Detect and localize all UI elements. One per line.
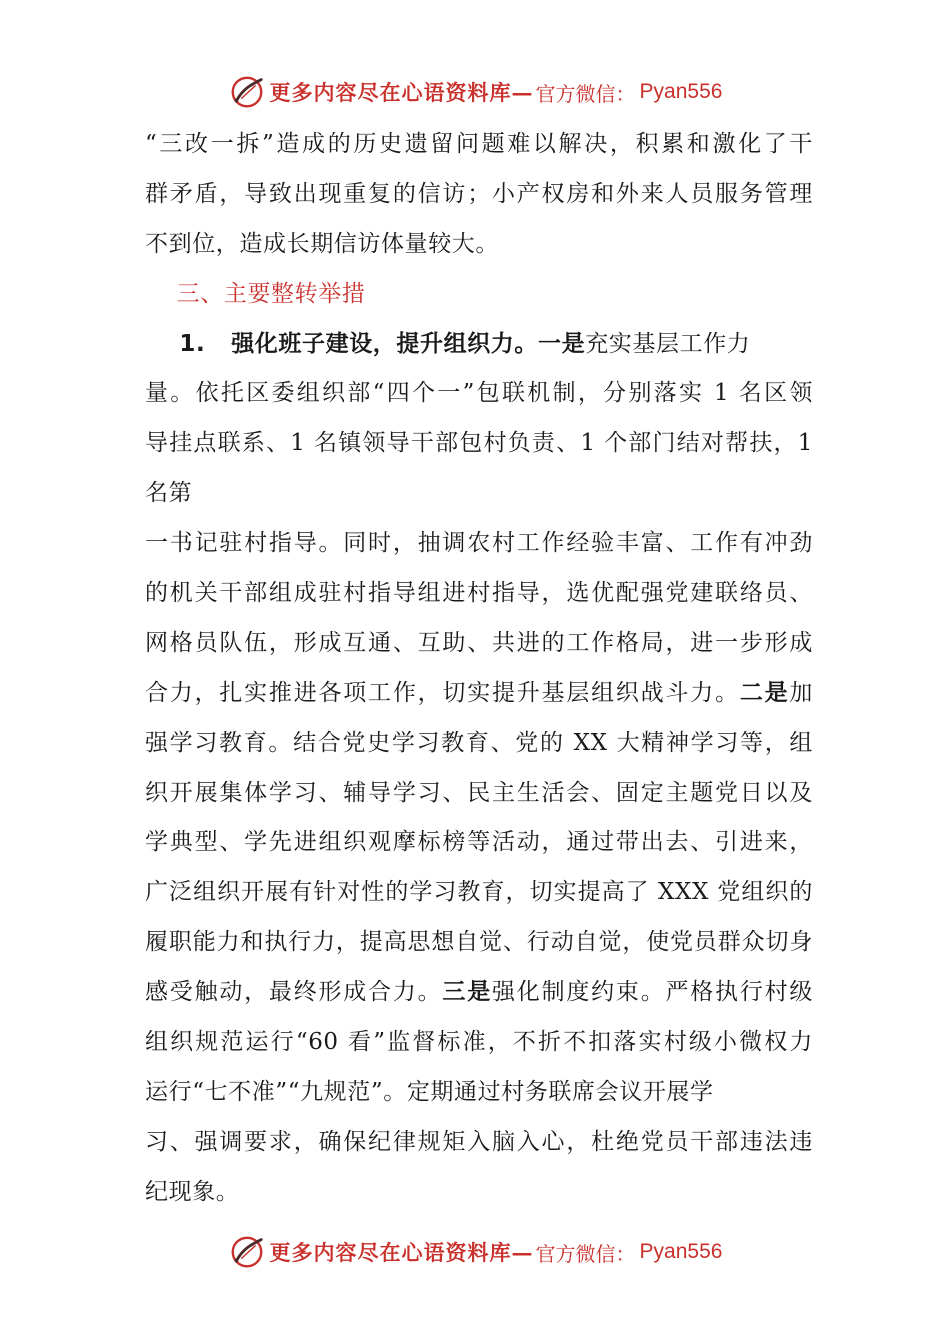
body-text: 群矛盾，导致出现重复的信访；小产权房和外来人员服务管理 <box>145 180 813 207</box>
text-line <box>145 270 813 320</box>
wechat-label: 官方微信： <box>535 81 636 106</box>
wechat-id: Pyan556 <box>639 80 723 103</box>
banner-text: 更多内容尽在心语资料库— <box>269 80 534 105</box>
text-line <box>145 519 813 569</box>
text-line <box>145 818 813 868</box>
banner-text: 更多内容尽在心语资料库— <box>269 1240 534 1265</box>
bold-text: 三是 <box>442 979 492 1006</box>
text-line <box>145 918 813 968</box>
body-text: 不到位，造成长期信访体量较大。 <box>145 230 499 257</box>
footer-banner <box>0 1232 950 1272</box>
wechat-label: 官方微信： <box>535 1241 636 1266</box>
body-text: 习、强调要求，确保纪律规矩入脑入心，杜绝党员干部违法违 <box>145 1128 813 1155</box>
body-text: 强学习教育。结合党史学习教育、党的 XX 大精神学习等，组 <box>145 729 813 756</box>
body-text: 运行“七不准”“九规范”。定期通过村务联席会议开展学 <box>145 1078 714 1105</box>
body-text: 一书记驻村指导。同时，抽调农村工作经验丰富、工作有冲劲 <box>145 530 813 557</box>
text-line <box>145 1168 813 1218</box>
document-body <box>145 120 813 1218</box>
text-line <box>145 170 813 220</box>
text-line <box>145 1068 813 1118</box>
body-text: 织开展集体学习、辅导学习、民主生活会、固定主题党日以及 <box>145 779 813 806</box>
body-text: “三改一拆”造成的历史遗留问题难以解决，积累和激化了干 <box>145 131 813 157</box>
body-text: 名第 <box>145 480 193 507</box>
body-text: 广泛组织开展有针对性的学习教育，切实提高了 XXX 党组织的 <box>145 879 813 906</box>
bold-text: 1. 强化班子建设，提升组织力。一是 <box>145 330 586 357</box>
text-line <box>145 419 813 469</box>
body-text: 的机关干部组成驻村指导组进村指导，选优配强党建联络员、 <box>145 580 813 607</box>
text-line <box>145 369 813 419</box>
body-text: 网格员队伍，形成互通、互助、共进的工作格局，进一步形成 <box>145 629 813 656</box>
body-text: 学典型、学先进组织观摩标榜等活动，通过带出去、引进来， <box>145 829 813 856</box>
brand-logo-icon <box>228 1233 266 1271</box>
text-line <box>145 968 813 1018</box>
text-line <box>145 320 813 370</box>
wechat-id: Pyan556 <box>639 1240 723 1263</box>
brand-logo-icon <box>228 73 266 111</box>
body-text: 纪现象。 <box>145 1178 240 1205</box>
body-text: 导挂点联系、1 名镇领导干部包村负责、1 个部门结对帮扶，1 <box>145 430 813 457</box>
text-line <box>145 868 813 918</box>
text-line <box>145 1018 813 1068</box>
body-text: 充实基层工作力 <box>585 330 751 357</box>
text-line <box>145 220 813 270</box>
text-line <box>145 719 813 769</box>
body-text: 加 <box>789 679 814 706</box>
section-heading: 三、主要整转举措 <box>145 280 366 307</box>
text-line <box>145 619 813 669</box>
text-line <box>145 669 813 719</box>
header-banner <box>0 72 950 112</box>
text-line <box>145 1118 813 1168</box>
body-text: 强化制度约束。严格执行村级 <box>492 979 814 1006</box>
text-line <box>145 569 813 619</box>
bold-text: 二是 <box>739 679 790 706</box>
text-line <box>145 120 813 170</box>
text-line <box>145 469 813 519</box>
body-text: 量。依托区委组织部“四个一”包联机制，分别落实 1 名区领 <box>145 380 813 407</box>
body-text: 感受触动，最终形成合力。 <box>145 979 443 1006</box>
body-text: 组织规范运行“60 看”监督标准，不折不扣落实村级小微权力 <box>145 1029 813 1056</box>
body-text: 合力，扎实推进各项工作，切实提升基层组织战斗力。 <box>145 679 740 706</box>
text-line <box>145 769 813 819</box>
body-text: 履职能力和执行力，提高思想自觉、行动自觉，使党员群众切身 <box>145 929 813 956</box>
